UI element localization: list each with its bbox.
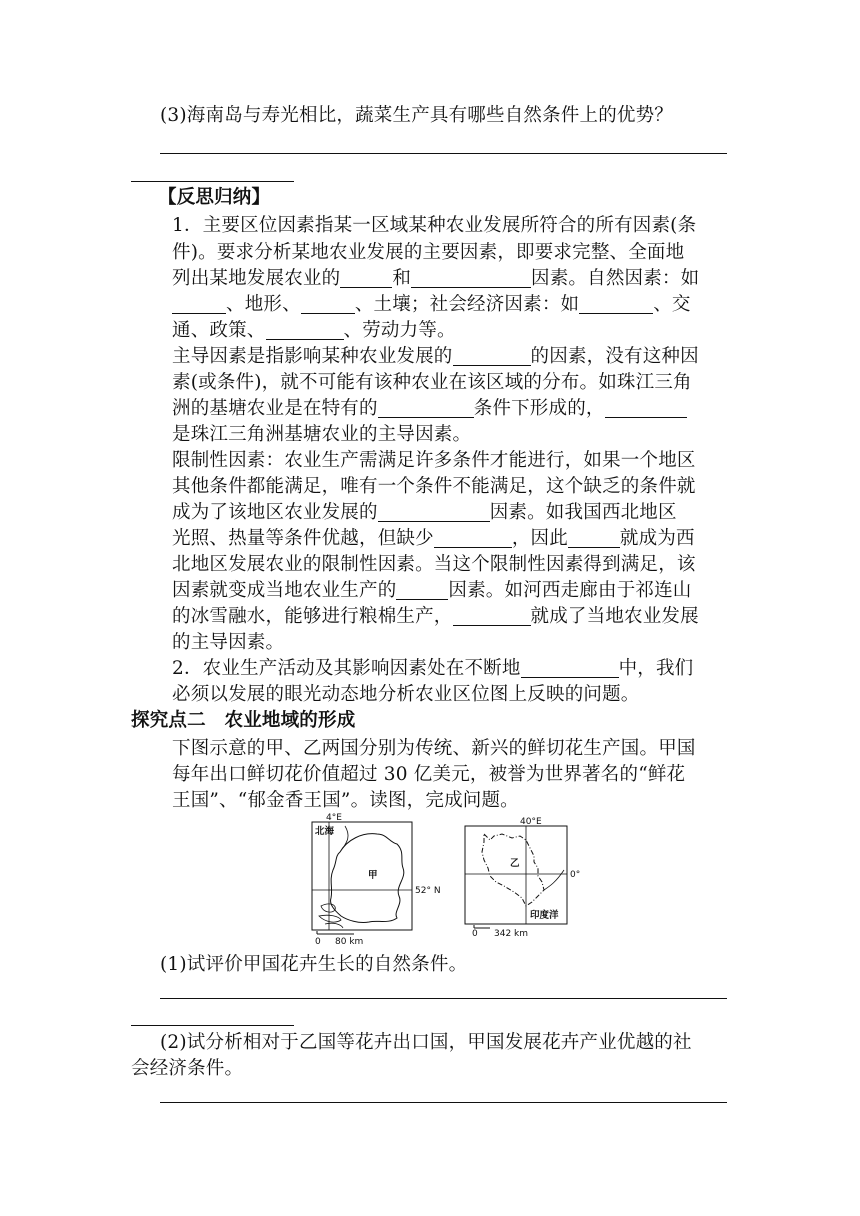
scale-zero: 0: [472, 929, 478, 939]
scale-label: 80 km: [335, 937, 364, 947]
question-1: (1)试评价甲国花卉生长的自然条件。: [160, 954, 468, 975]
country-yi-outline: [482, 834, 544, 906]
map-frame: [312, 822, 412, 930]
fill-blank[interactable]: [378, 397, 474, 418]
summary-p2-line1: 主导因素是指影响某种农业发展的 的因素，没有这种因: [172, 346, 699, 367]
fill-blank[interactable]: [301, 293, 355, 314]
longitude-label: 4°E: [326, 813, 342, 823]
fill-blank[interactable]: [453, 605, 531, 626]
answer-line-short: [131, 181, 294, 182]
summary-p3-line5: 北地区发展农业的限制性因素。当这个限制性因素得到满足，该: [172, 554, 696, 575]
summary-p1-line1: 1．主要区位因素指某一区域某种农业发展所符合的所有因素(条: [172, 215, 697, 236]
country-label: 乙: [510, 858, 520, 869]
latitude-label: 52° N: [415, 886, 441, 896]
fill-blank[interactable]: [568, 527, 620, 548]
coastline: [544, 870, 564, 890]
summary-p3-line7: 的冰雪融水，能够进行粮棉生产， 就成了当地农业发展: [172, 606, 699, 627]
answer-line: [160, 998, 727, 999]
fill-blank[interactable]: [172, 293, 226, 314]
question-3: (3)海南岛与寿光相比，蔬菜生产具有哪些自然条件上的优势？: [160, 105, 674, 126]
summary-p3-line1: 限制性因素：农业生产需满足许多条件才能进行，如果一个地区: [172, 450, 696, 471]
summary-p2-line4: 是珠江三角洲基塘农业的主导因素。: [172, 424, 472, 445]
fill-blank[interactable]: [396, 579, 448, 600]
answer-line: [160, 153, 727, 154]
summary-p2-line2: 素(或条件)，就不可能有该种农业在该区域的分布。如珠江三角: [172, 372, 692, 393]
summary-p2-line3: 洲的基塘农业是在特有的 条件下形成的，: [172, 394, 687, 424]
summary-p3-line4: 光照、热量等条件优越，但缺少 ，因此 就成为西: [172, 528, 695, 549]
fill-blank[interactable]: [521, 657, 619, 678]
summary-p3-line8: 的主导因素。: [172, 632, 285, 653]
fill-blank[interactable]: [266, 319, 344, 340]
country-label: 甲: [368, 870, 378, 881]
scale-label: 342 km: [494, 929, 529, 939]
section-2-intro-line1: 下图示意的甲、乙两国分别为传统、新兴的鲜切花生产国。甲国: [172, 738, 696, 759]
map-country-yi: [460, 812, 600, 940]
section-2-intro-line2: 每年出口鲜切花价值超过 30 亿美元，被誉为世界著名的“鲜花: [172, 764, 686, 785]
fill-blank[interactable]: [340, 267, 392, 288]
answer-line: [160, 1102, 727, 1103]
fill-blank[interactable]: [453, 345, 531, 366]
question-2-line1: (2)试分析相对于乙国等花卉出口国，甲国发展花卉产业优越的社: [160, 1032, 692, 1053]
fill-blank[interactable]: [411, 267, 531, 288]
summary-p1-line3: 列出某地发展农业的 和 因素。自然因素：如: [172, 268, 700, 289]
section-2-title: 探究点二 农业地域的形成: [131, 710, 356, 731]
summary-p3-line3: 成为了该地区农业发展的 因素。如我国西北地区: [172, 502, 677, 523]
summary-p3-line6: 因素就变成当地农业生产的 因素。如河西走廊由于祁连山: [172, 580, 692, 601]
summary-title: 【反思归纳】: [158, 187, 271, 208]
summary-p1-line5: 通、政策、 、劳动力等。: [172, 320, 456, 341]
delta-islands: [325, 923, 343, 928]
summary-p4-line2: 必须以发展的眼光动态地分析农业区位图上反映的问题。: [172, 684, 640, 705]
fill-blank[interactable]: [434, 527, 512, 548]
longitude-label: 40°E: [520, 817, 542, 827]
map-country-jia: [307, 812, 462, 948]
fill-blank[interactable]: [605, 397, 687, 418]
answer-line-short: [131, 1025, 294, 1026]
summary-p3-line2: 其他条件都能满足，唯有一个条件不能满足，这个缺乏的条件就: [172, 476, 696, 497]
summary-p4-line1: 2．农业生产活动及其影响因素处在不断地 中，我们: [172, 658, 694, 679]
section-2-intro-line3: 王国”、“郁金香王国”。读图，完成问题。: [172, 790, 519, 811]
delta-islands: [319, 915, 341, 922]
sea-label: 北海: [315, 826, 335, 837]
summary-p1-line4: 、地形、 、土壤；社会经济因素：如 、交: [172, 290, 691, 320]
scale-zero: 0: [315, 937, 321, 947]
question-2-line2: 会经济条件。: [131, 1058, 244, 1079]
ocean-label: 印度洋: [530, 910, 559, 921]
fill-blank[interactable]: [378, 501, 490, 522]
latitude-label: 0°: [570, 870, 581, 880]
fill-blank[interactable]: [579, 293, 653, 314]
summary-p1-line2: 件)。要求分析某地农业发展的主要因素，即要求完整、全面地: [172, 242, 685, 263]
